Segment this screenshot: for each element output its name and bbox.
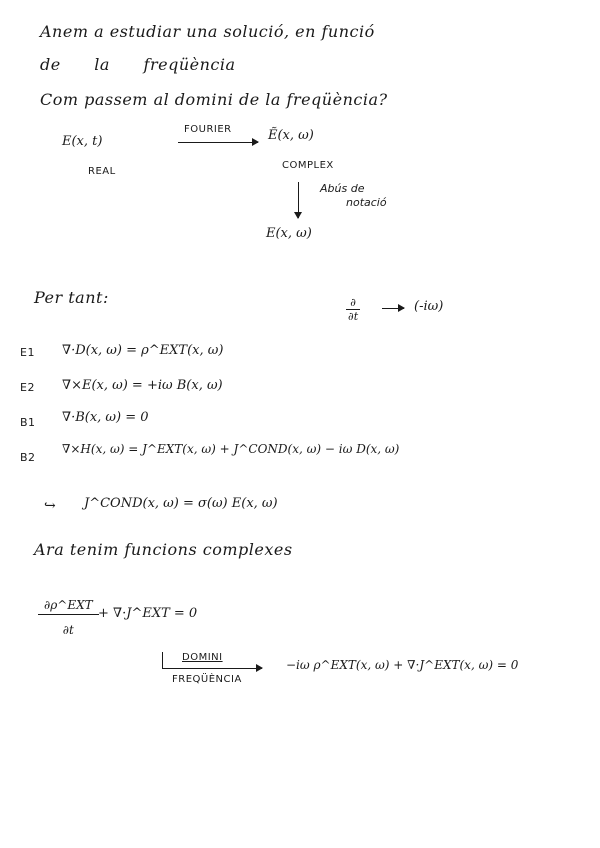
continuity-denominator: ∂t xyxy=(62,623,74,637)
equation-e1: ∇·D(x, ω) = ρ^EXT(x, ω) xyxy=(62,343,224,358)
derivative xyxy=(346,296,360,323)
intro-line-2: de la freqüència xyxy=(40,55,236,74)
e1-label: E1 xyxy=(20,346,35,359)
equation-b1: ∇·B(x, ω) = 0 xyxy=(62,410,149,425)
real-field: E(x, t) xyxy=(62,134,103,149)
complex-label: COMPLEX xyxy=(282,160,334,171)
conductivity-arrow: ↪ xyxy=(44,498,56,514)
intro-line-1: Anem a estudiar una solució, en funció xyxy=(40,22,375,41)
derivative-arrow xyxy=(382,308,404,309)
domain-arrow xyxy=(162,668,262,669)
per-tant-label: Per tant: xyxy=(34,288,109,307)
e2-label: E2 xyxy=(20,381,35,394)
abuse-arrow xyxy=(298,182,299,218)
abuse-line-2: notació xyxy=(346,196,387,209)
continuity-result: −iω ρ^EXT(x, ω) + ∇·J^EXT(x, ω) = 0 xyxy=(286,658,519,672)
b1-label: B1 xyxy=(20,416,36,429)
continuity-rest: + ∇·J^EXT = 0 xyxy=(98,606,198,621)
complex-functions-note: Ara tenim funcions complexes xyxy=(34,540,293,559)
derivative-fraction xyxy=(346,296,360,323)
fourier-label: FOURIER xyxy=(184,124,232,135)
equation-e2: ∇×E(x, ω) = +iω B(x, ω) xyxy=(62,378,223,393)
derivative-result: (-iω) xyxy=(414,299,444,314)
frequency-label: FREQÜÈNCIA xyxy=(172,674,242,685)
equation-b2: ∇×H(x, ω) = J^EXT(x, ω) + J^COND(x, ω) − iω D(x, ω) xyxy=(62,442,400,456)
domain-bracket-left xyxy=(162,652,163,668)
continuity-numerator: ∂ρ^EXT xyxy=(38,598,99,615)
notation-field: E(x, ω) xyxy=(266,226,312,241)
continuity-frac xyxy=(38,598,99,637)
conductivity-relation: J^COND(x, ω) = σ(ω) E(x, ω) xyxy=(84,496,278,511)
domain-label: DOMINI xyxy=(182,652,223,663)
abuse-line-1: Abús de xyxy=(320,182,365,195)
continuity-fraction xyxy=(38,598,99,637)
complex-field: Ẽ(x, ω) xyxy=(268,128,314,143)
derivative-denominator: ∂t xyxy=(348,310,359,323)
derivative-numerator: ∂ xyxy=(346,296,360,310)
b2-label: B2 xyxy=(20,451,36,464)
fourier-arrow xyxy=(178,142,258,143)
intro-line-3: Com passem al domini de la freqüència? xyxy=(40,90,388,109)
real-label: REAL xyxy=(88,166,116,177)
